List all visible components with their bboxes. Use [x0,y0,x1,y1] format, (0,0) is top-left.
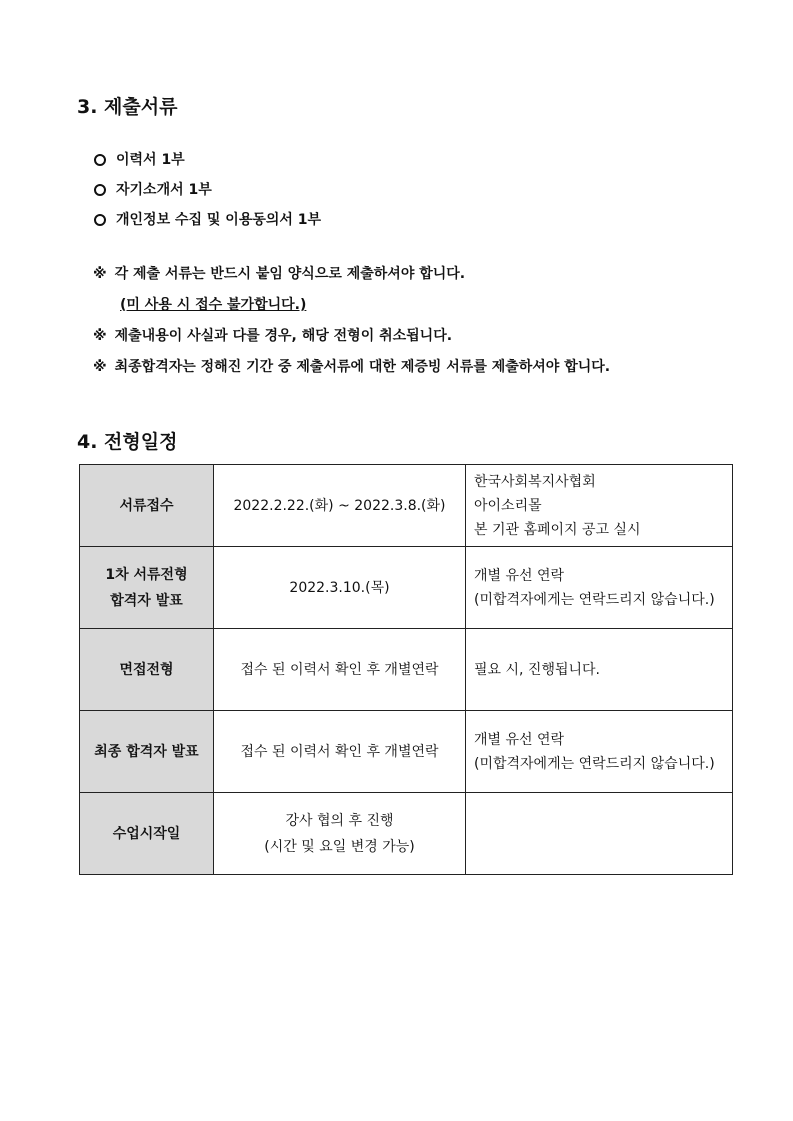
cell-text-line: (미합격자에게는 연락드리지 않습니다.) [474,755,715,772]
schedule-label-cell [80,629,214,711]
reference-mark: ※ [93,328,107,344]
cell-text-line: (시간 및 요일 변경 가능) [264,838,415,855]
cell-text-line: 접수 된 이력서 확인 후 개별연락 [240,743,439,760]
schedule-label-cell [80,465,214,547]
schedule-label-cell [80,711,214,793]
note-line [93,326,610,357]
document-list [94,150,321,240]
cell-text-line: 합격자 발표 [110,592,183,609]
reference-mark: ※ [93,359,107,375]
document-item: 이력서 1부 [116,152,185,168]
cell-text-line: (미합격자에게는 연락드리지 않습니다.) [474,591,715,608]
schedule-note-cell [466,711,733,793]
circle-bullet-icon [94,184,106,196]
schedule-label-cell [80,547,214,629]
schedule-period-cell [214,793,466,875]
schedule-note-cell [466,547,733,629]
cell-text-line: 접수 된 이력서 확인 후 개별연락 [240,661,439,678]
cell-text-line: 수업시작일 [112,825,181,842]
circle-bullet-icon [94,214,106,226]
note-line [93,357,610,388]
note-subline [93,295,610,326]
cell-text-line: 본 기관 홈페이지 공고 실시 [474,521,641,538]
cell-text-line: 면접전형 [119,661,174,678]
list-item [94,150,321,180]
schedule-note-cell [466,465,733,547]
table-row [80,465,733,547]
table-row [80,793,733,875]
cell-text-line: 1차 서류전형 [105,566,188,583]
cell-text-line: 필요 시, 진행됩니다. [474,661,600,678]
schedule-period-cell [214,547,466,629]
table-row [80,629,733,711]
cell-text-line: 서류접수 [119,497,174,514]
note-text: 각 제출 서류는 반드시 붙임 양식으로 제출하셔야 합니다. [114,266,466,282]
cell-text-line: 개별 유선 연락 [474,567,565,584]
table-row [80,711,733,793]
section-3-title: 3. 제출서류 [77,96,178,118]
section-4-title: 4. 전형일정 [77,431,178,453]
note-line [93,264,610,295]
note-text: 최종합격자는 정해진 기간 중 제출서류에 대한 제증빙 서류를 제출하셔야 합니다. [114,359,611,375]
cell-text-line: 강사 협의 후 진행 [285,812,394,829]
cell-text-line: 최종 합격자 발표 [94,743,199,760]
schedule-note-cell [466,629,733,711]
reference-mark: ※ [93,266,107,282]
cell-text-line: 2022.2.22.(화) ~ 2022.3.8.(화) [233,497,446,514]
cell-text-line: 개별 유선 연락 [474,731,565,748]
schedule-table [79,464,733,875]
schedule-period-cell [214,465,466,547]
document-item: 개인정보 수집 및 이용동의서 1부 [116,212,322,228]
document-item: 자기소개서 1부 [116,182,212,198]
schedule-label-cell [80,793,214,875]
circle-bullet-icon [94,154,106,166]
list-item [94,180,321,210]
note-text-underlined: (미 사용 시 접수 불가합니다.) [120,297,307,313]
table-row [80,547,733,629]
list-item [94,210,321,240]
cell-text-line: 2022.3.10.(목) [289,579,390,596]
notes-block [93,264,610,388]
schedule-table-body [80,465,733,875]
schedule-period-cell [214,629,466,711]
cell-text-line: 아이소리몰 [474,497,542,514]
schedule-note-cell [466,793,733,875]
note-text: 제출내용이 사실과 다를 경우, 해당 전형이 취소됩니다. [114,328,453,344]
schedule-period-cell [214,711,466,793]
cell-text-line: 한국사회복지사협회 [474,473,596,490]
